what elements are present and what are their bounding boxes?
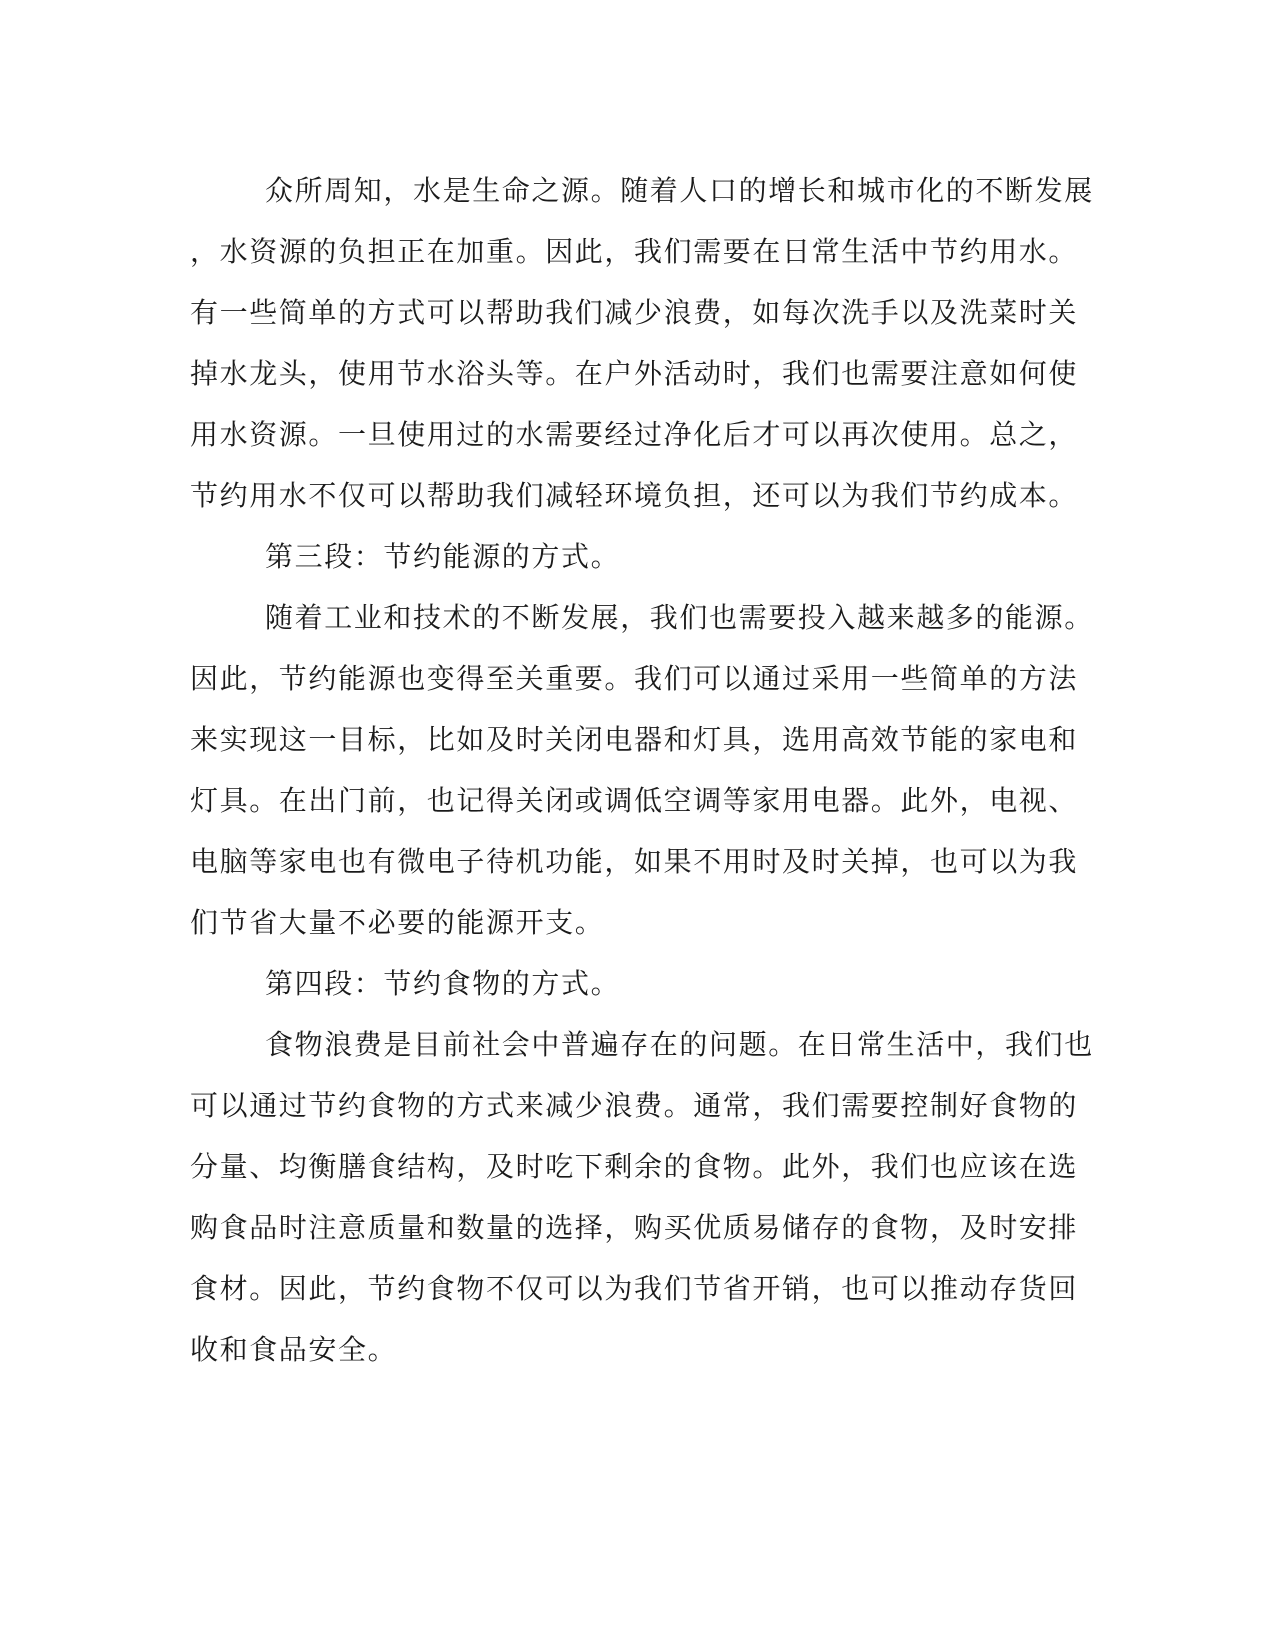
paragraph-energy [190,587,1094,953]
paragraph-water [190,160,1094,526]
section-heading: 第四段：节约食物的方式。 [265,967,621,1000]
paragraph-line: 电脑等家电也有微电子待机功能，如果不用时及时关掉，也可以为我 [190,845,1079,878]
paragraph-line: 节约用水不仅可以帮助我们减轻环境负担，还可以为我们节约成本。 [190,479,1079,512]
document-body [190,160,1094,1380]
paragraph-line: 食材。因此，节约食物不仅可以为我们节省开销，也可以推动存货回 [190,1272,1079,1305]
paragraph-line: 可以通过节约食物的方式来减少浪费。通常，我们需要控制好食物的 [190,1089,1079,1122]
paragraph-line: 众所周知，水是生命之源。随着人口的增长和城市化的不断发展 [265,174,1094,207]
paragraph-line: 随着工业和技术的不断发展，我们也需要投入越来越多的能源。 [265,601,1094,634]
section-heading: 第三段：节约能源的方式。 [265,540,621,573]
paragraph-food [190,1014,1094,1380]
paragraph-line: 购食品时注意质量和数量的选择，购买优质易储存的食物，及时安排 [190,1211,1079,1244]
paragraph-line: 来实现这一目标，比如及时关闭电器和灯具，选用高效节能的家电和 [190,723,1079,756]
paragraph-line: 们节省大量不必要的能源开支。 [190,906,605,939]
paragraph-line: 收和食品安全。 [190,1333,398,1366]
paragraph-line: 食物浪费是目前社会中普遍存在的问题。在日常生活中，我们也 [265,1028,1094,1061]
paragraph-line: 有一些简单的方式可以帮助我们减少浪费，如每次洗手以及洗菜时关 [190,296,1079,329]
paragraph-line: 用水资源。一旦使用过的水需要经过净化后才可以再次使用。总之， [190,418,1079,451]
section-heading-energy [190,526,1085,587]
paragraph-line: 因此，节约能源也变得至关重要。我们可以通过采用一些简单的方法 [190,662,1079,695]
paragraph-line: 灯具。在出门前，也记得关闭或调低空调等家用电器。此外，电视、 [190,784,1079,817]
paragraph-line: ，水资源的负担正在加重。因此，我们需要在日常生活中节约用水。 [190,235,1079,268]
paragraph-line: 掉水龙头，使用节水浴头等。在户外活动时，我们也需要注意如何使 [190,357,1079,390]
section-heading-food [190,953,1085,1014]
paragraph-line: 分量、均衡膳食结构，及时吃下剩余的食物。此外，我们也应该在选 [190,1150,1079,1183]
